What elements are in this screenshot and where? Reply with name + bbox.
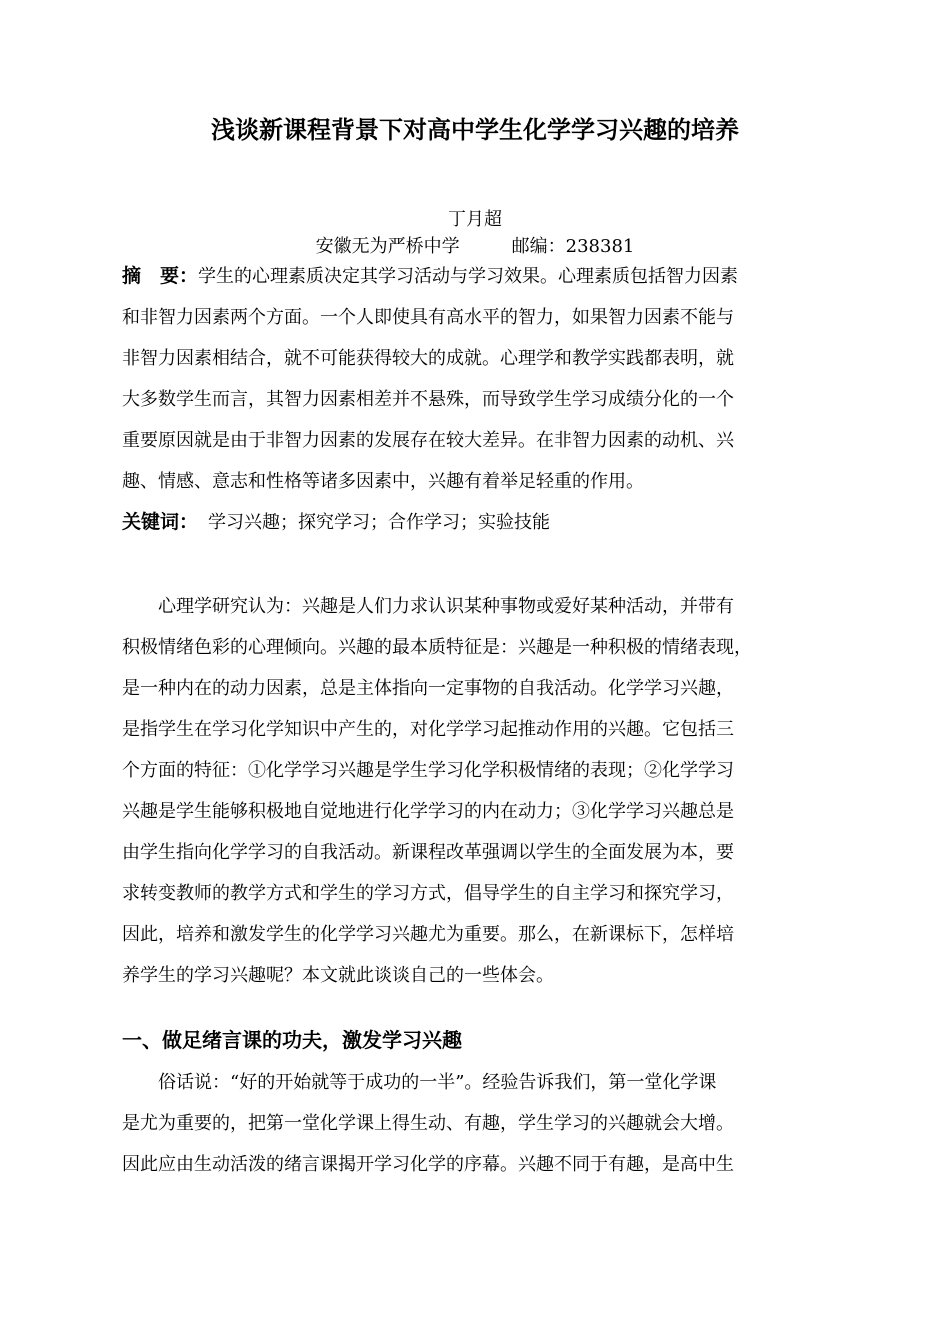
keywords-label: 关键词： [122,511,199,533]
paragraph-line: 因此，培养和激发学生的化学学习兴趣尤为重要。那么，在新课标下，怎样培 [122,924,734,945]
paragraph-line: 兴趣是学生能够积极地自觉地进行化学学习的内在动力；③化学学习兴趣总是 [122,801,734,822]
abstract-line: 大多数学生而言，其智力因素相差并不悬殊，而导致学生学习成绩分化的一个 [122,389,734,410]
abstract-line: 重要原因就是由于非智力因素的发展存在较大差异。在非智力因素的动机、兴 [122,430,734,451]
abstract-line: 和非智力因素两个方面。一个人即使具有高水平的智力，如果智力因素不能与 [122,307,734,328]
abstract-line [122,256,837,297]
section-heading: 一、做足绪言课的功夫，激发学习兴趣 [122,1028,462,1052]
document-title: 浅谈新课程背景下对高中学生化学学习兴趣的培养 [211,116,739,144]
paragraph-line: 俗话说：“好的开始就等于成功的一半”。经验告诉我们，第一堂化学课 [122,1072,717,1093]
paragraph-line: 个方面的特征：①化学学习兴趣是学生学习化学积极情绪的表现；②化学学习 [122,760,734,781]
abstract-line: 非智力因素相结合，就不可能获得较大的成就。心理学和教学实践都表明，就 [122,348,734,369]
paragraph-line: 养学生的学习兴趣呢？本文就此谈谈自己的一些体会。 [122,965,554,986]
paragraph-line: 因此应由生动活泼的绪言课揭开学习化学的序幕。兴趣不同于有趣，是高中生 [122,1154,734,1175]
paragraph-line: 是指学生在学习化学知识中产生的，对化学学习起推动作用的兴趣。它包括三 [122,719,734,740]
abstract-label: 摘 要： [122,265,199,287]
intro-paragraph [122,586,837,996]
abstract-text: 学生的心理素质决定其学习活动与学习效果。心理素质包括智力因素 [198,266,739,287]
paragraph-line: 是一种内在的动力因素，总是主体指向一定事物的自我活动。化学学习兴趣， [122,678,734,699]
abstract-section [122,256,837,543]
keywords-line [122,502,837,543]
section1-paragraph [122,1062,837,1185]
paragraph-line: 积极情绪色彩的心理倾向。兴趣的最本质特征是：兴趣是一种积极的情绪表现， [122,637,752,658]
author-name: 丁月超 [448,209,502,230]
abstract-line: 趣、情感、意志和性格等诸多因素中，兴趣有着举足轻重的作用。 [122,471,644,492]
keywords-text: 学习兴趣；探究学习；合作学习；实验技能 [208,512,551,533]
school-name: 安徽无为严桥中学 [315,236,460,257]
paragraph-line: 是尤为重要的，把第一堂化学课上得生动、有趣，学生学习的兴趣就会大增。 [122,1113,734,1134]
paragraph-line: 心理学研究认为：兴趣是人们力求认识某种事物或爱好某种活动，并带有 [122,596,734,617]
postcode: 邮编：238381 [511,236,635,257]
paragraph-line: 求转变教师的教学方式和学生的学习方式，倡导学生的自主学习和探究学习， [122,883,734,904]
paragraph-line: 由学生指向化学学习的自我活动。新课程改革强调以学生的全面发展为本，要 [122,842,734,863]
